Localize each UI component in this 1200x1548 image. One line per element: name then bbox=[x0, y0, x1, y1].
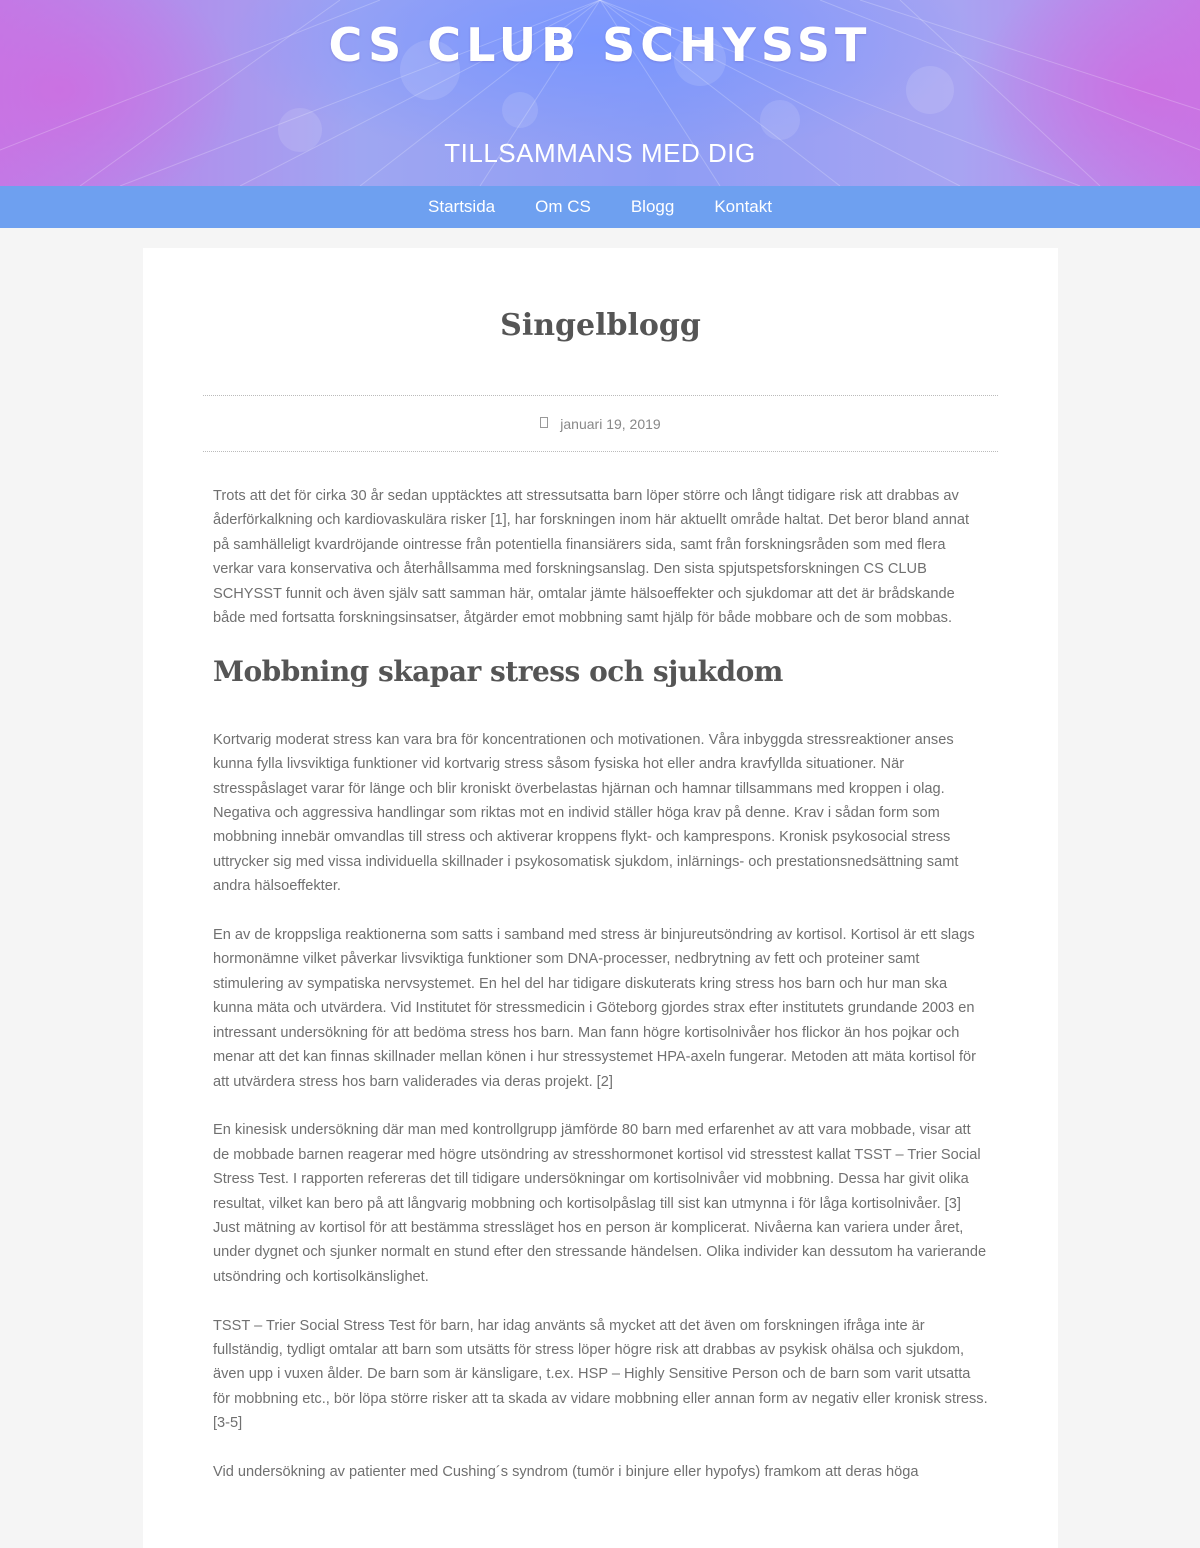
nav-item-startsida[interactable]: Startsida bbox=[428, 197, 496, 216]
body-paragraph: Kortvarig moderat stress kan vara bra för koncentrationen och motivationen. Våra inbyggda stressreaktioner anses kunna fylla livsviktiga funktioner vid kortvarig stress såsom fysiska hot eller andra kravfyllda situationer. När stresspåslaget varar för länge och blir kroniskt överbelastas hjärnan och hamnar tillsammans med kroppen i olag. Negativa och aggressiva handlingar som riktas mot en individ ställer höga krav på denne. Krav i sådan form som mobbning innebär omvandlas till stress och aktiverar kroppens flykt- och kamprespons. Kronisk psykosocial stress uttrycker sig med vissa individuella skillnader i psykosomatisk sjukdom, inlärnings- och prestationsnedsättning samt andra hälsoeffekter. bbox=[213, 731, 959, 895]
nav-item-blogg[interactable]: Blogg bbox=[630, 197, 675, 216]
intro-paragraph: Trots att det för cirka 30 år sedan upptäcktes att stressutsatta barn löper större och långt tidigare risk att drabbas av åderförkalkning och kardiovaskulära risker [1], har forskningen inom här aktuellt område haltat. Det beror bland annat på samhälleligt kvardröjande ointresse från potentiella finansiärers sida, samt från forskningsråden som med flera verkar vara konservativa och återhållsamma med forskningsanslag. Den sista spjutspetsforskningen CS CLUB SCHYSST funnit och även själv satt samman här, omtalar jämte hälsoeffekter och sjukdomar att det är brådskande både med fortsatta forskningsinsatser, åtgärder emot mobbning samt hjälp för både mobbare och de som mobbas. bbox=[213, 488, 970, 627]
page-title: Singelblogg bbox=[500, 308, 701, 343]
body-paragraph: En av de kroppsliga reaktionerna som satts i samband med stress är binjureutsöndring av kortisol. Kortisol är ett slags hormonämne vilket påverkar livsviktiga funktioner som DNA-processer, nedbrytning av fett och proteiner samt stimulering av sympatiska nervsystemet. En hel del har tidigare diskuterats kring stress hos barn och hur man ska kunna mäta och utvärdera. Vid Institutet för stressmedicin i Göteborg gjordes strax efter institutets grundande 2003 en intressant undersökning för att bedöma stress hos barn. Man fann högre kortisolnivåer hos flickor än hos pojkar och menar att det kan finnas skillnader mellan könen i hur stressystemet HPA-axeln fungerar. Metoden att mäta kortisol för att utvärdera stress hos barn validerades via deras projekt. [2] bbox=[213, 927, 977, 1090]
body-paragraph: En kinesisk undersökning där man med kontrollgrupp jämförde 80 barn med erfarenhet av att vara mobbade, visar att de mobbade barnen reagerar med högre utsöndring av stresshormonet kortisol vid stresstest kallat TSST – Trier Social Stress Test. I rapporten refereras det till tidigare undersökningar om kortisolnivåer vid mobbning. Dessa har givit olika resultat, vilket kan bero på att långvarig mobbning och kortisolpåslag till sist kan utmynna i för låga kortisolnivåer. [3] Just mätning av kortisol för att bestämma stressläget hos en person är komplicerat. Nivåerna kan variera under året, under dygnet och sjunker normalt en stund efter den stressande händelsen. Olika individer kan dessutom ha varierande utsöndring och kortisolkänslighet. bbox=[213, 1122, 987, 1285]
post-meta bbox=[203, 395, 998, 452]
main-navigation bbox=[0, 186, 1200, 228]
site-tagline: TILLSAMMANS MED DIG bbox=[444, 138, 756, 168]
calendar-icon bbox=[540, 417, 548, 428]
body-paragraph: Vid undersökning av patienter med Cushing´s syndrom (tumör i binjure eller hypofys) framkom att deras höga bbox=[213, 1463, 919, 1480]
post-content bbox=[203, 484, 998, 1484]
section-heading: Mobbning skapar stress och sjukdom bbox=[213, 654, 783, 688]
body-paragraph: TSST – Trier Social Stress Test för barn, har idag använts så mycket att det även om forskningen ifråga inte är fullständig, tydligt omtalar att barn som utsätts för stress löper högre risk att drabbas av psykisk ohälsa och sjukdom, även upp i vuxen ålder. De barn som är känsligare, t.ex. HSP – Highly Sensitive Person och de barn som varit utsatta för mobbning etc., bör löpa större risker att ta skada av vidare mobbning eller annan form av negativ eller kronisk stress. [3-5] bbox=[213, 1317, 988, 1432]
nav-item-om-cs[interactable]: Om CS bbox=[535, 197, 591, 216]
nav-item-kontakt[interactable]: Kontakt bbox=[714, 197, 772, 216]
post-date[interactable]: januari 19, 2019 bbox=[560, 415, 661, 432]
site-header bbox=[0, 0, 1200, 186]
site-title[interactable]: CS CLUB SCHYSST bbox=[328, 18, 872, 72]
post-card bbox=[143, 248, 1058, 1548]
